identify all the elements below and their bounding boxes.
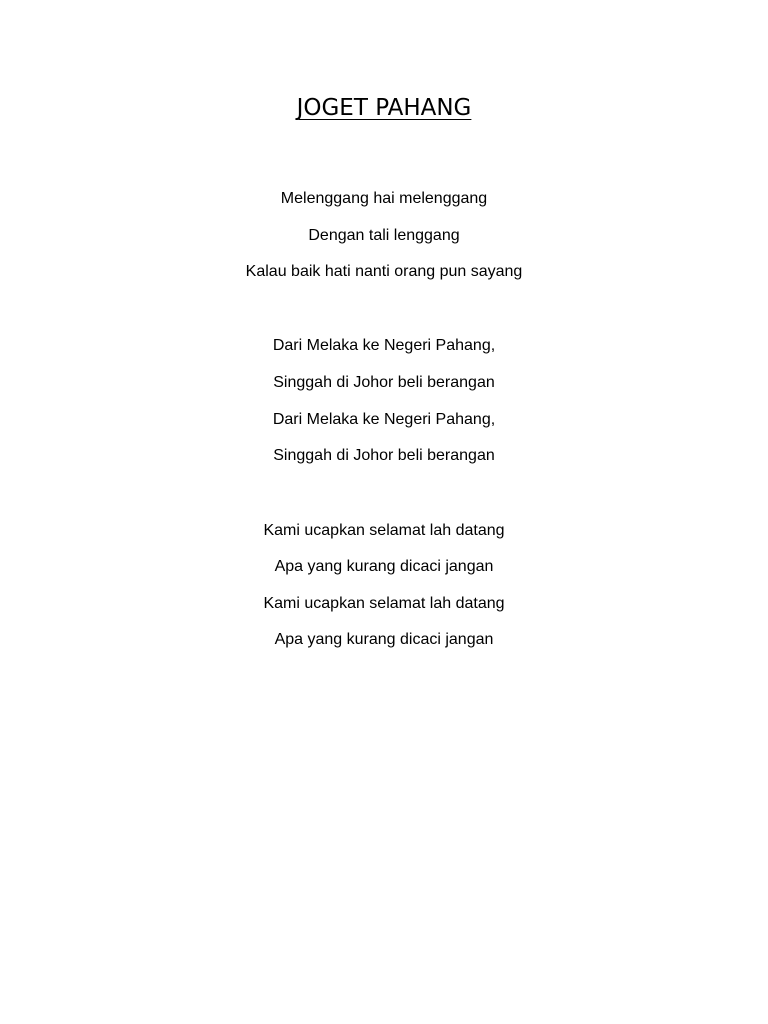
lyric-line: Apa yang kurang dicaci jangan [274, 631, 494, 648]
lyric-line: Kami ucapkan selamat lah datang [263, 522, 505, 539]
lyric-line: Melenggang hai melenggang [280, 190, 488, 207]
lyric-line: Singgah di Johor beli berangan [273, 447, 495, 464]
lyric-line: Dari Melaka ke Negeri Pahang, [272, 411, 496, 428]
lyric-line: Kalau baik hati nanti orang pun sayang [245, 263, 523, 280]
document-title: JOGET PAHANG [296, 95, 472, 121]
lyric-line: Dari Melaka ke Negeri Pahang, [272, 337, 496, 354]
lyric-line: Kami ucapkan selamat lah datang [263, 595, 505, 612]
lyric-line: Dengan tali lenggang [308, 227, 460, 244]
lyric-line: Apa yang kurang dicaci jangan [274, 558, 494, 575]
lyric-line: Singgah di Johor beli berangan [273, 374, 495, 391]
